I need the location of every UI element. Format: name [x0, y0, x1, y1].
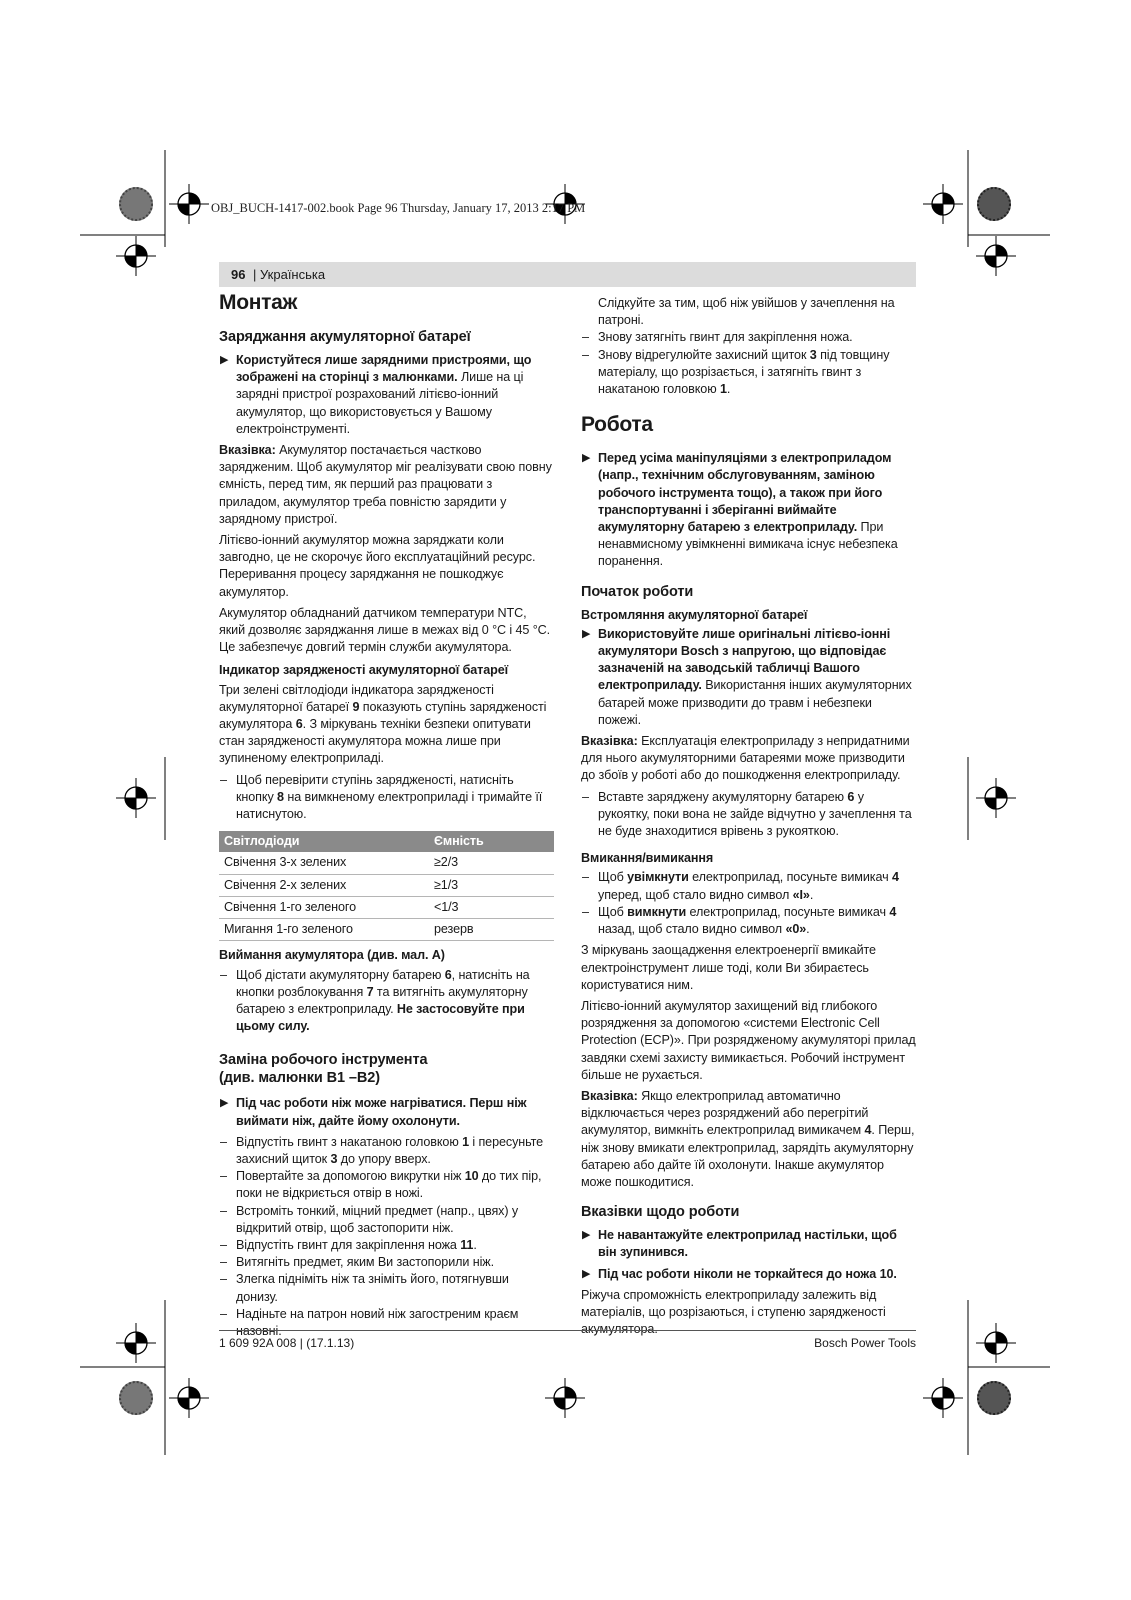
print-line: OBJ_BUCH-1417-002.book Page 96 Thursday, January 17, 2013 2:17 PM: [211, 201, 586, 215]
table-cell: <1/3: [429, 896, 554, 918]
triangle-right-icon: ▶: [582, 1229, 591, 1242]
list-item: – Знову затягніть гвинт для закріплення ножа.: [582, 330, 853, 345]
heading-indicator: Індикатор зарядженості акумуляторної батареї: [219, 663, 509, 678]
footer-rule: [219, 1330, 916, 1331]
heading-charging: Заряджання акумуляторної батареї: [219, 329, 471, 345]
paragraph: Ріжуча спроможність електроприладу залежить від матеріалів, що розрізаються, і ступеню зарядженості: [581, 1287, 886, 1319]
table-cell: ≥2/3: [429, 852, 554, 874]
list-item: – Щоб дістати акумуляторну батарею 6, натисніть на кнопки розблокування 7 та витягніть акумуляторну батарею з електроприладу. Не застосовуйте при цьому силу.: [220, 967, 530, 1034]
table-cell: Свічення 3-х зелених: [219, 852, 429, 874]
heading-blade-change: [219, 1051, 554, 1087]
footer-brand: Bosch Power Tools: [814, 1336, 916, 1350]
section-title-assembly: Монтаж: [219, 291, 298, 314]
warning-original-batteries: ▶ Використовуйте лише оригінальні літієво-іонні акумулятори Bosch з напругою, що відповідає зазначеній на заводській табличці Вашого електроприладу. Використання інших акумуляторних батарей може призводити до травм і небезпеки пожежі.: [582, 626, 912, 727]
heading-removal: Виймання акумулятора (див. мал. А): [219, 948, 445, 963]
warning-overload: ▶ Не навантажуйте електроприлад настільки, щоб він зупинився.: [582, 1228, 897, 1260]
paragraph-indicator: Три зелені світлодіоди індикатора зарядженості акумуляторної батареї 9 показують ступінь зарядженості акумулятора 6. З міркувань техніки безпеки опитувати стан зарядженості акумулятора можна лише при зупиненому електроприладі.: [219, 682, 547, 766]
heading-line: (див. малюнки B1 –B2): [219, 1070, 380, 1087]
list-item: – Вставте заряджену акумуляторну батарею 6 у рукоятку, поки вона не зайде відчутно у зачеплення та не буде знаходитися врівень з рукояткою.: [582, 789, 912, 839]
warning-chargers: [219, 352, 554, 438]
list-item: – Надіньте на патрон новий ніж загостреним краєм: [220, 1306, 519, 1321]
list-item: – Знову відрегулюйте захисний щиток 3 під товщину матеріалу, що розрізається, і затягніть гвинт з накатаною головкою 1.: [582, 347, 890, 397]
table-header-row: [219, 831, 554, 852]
table-cell: резерв: [429, 919, 554, 941]
triangle-right-icon: ▶: [220, 354, 229, 366]
note-auto-off: Вказівка: Якщо електроприлад автоматично відключається через розряджений або перегрітий акумулятор, вимкніть електроприлад вимикачем 4. Перш, ніж знову вмикати електроприлад, зарядіть акумуляторну батарею або дайте їй охолонути. Інакше акумулятор може пошкодитися.: [581, 1088, 915, 1189]
language-label: Українська: [260, 267, 326, 282]
note-label: Вказівка:: [219, 443, 276, 458]
right-column: [581, 295, 916, 1342]
paragraph: Літієво-іонний акумулятор можна заряджати коли завгодно, це не скорочує його експлуатаційний ресурс. Переривання процесу заряджання не пошкоджує акумулятор.: [219, 533, 536, 599]
heading-insert-battery: Встромляння акумуляторної батареї: [581, 607, 808, 622]
section-title-operation: Робота: [581, 413, 653, 437]
column-header-capacity: Ємність: [429, 831, 554, 852]
page-number: 96: [231, 267, 246, 282]
list-item: – Повертайте за допомогою викрутки ніж 10 до тих пір, поки не відкриється отвір в ножі.: [220, 1169, 542, 1201]
warning-remove-battery: ▶ Перед усіма маніпуляціями з електроприладом (напр., технічним обслуговуванням, заміною робочого інструмента тощо), а також при його транспортуванні і зберіганні виймайте акумуляторну батарею з електроприладу. При ненавмисному увімкненні вимикача існує небезпека поранення.: [582, 451, 898, 569]
list-item: – Злегка підніміть ніж та зніміть його, потягнувши донизу.: [220, 1272, 509, 1304]
triangle-right-icon: ▶: [582, 627, 591, 640]
heading-working-advice: Вказівки щодо роботи: [581, 1204, 740, 1221]
warning-bold: Користуйтеся лише зарядними пристроями, що зображені на сторінці з малюнками.: [236, 353, 532, 385]
column-header-leds: Світлодіоди: [219, 831, 429, 852]
table-row: [219, 919, 554, 941]
note-text: Акумулятор постачається частково зарядженим. Щоб акумулятор міг реалізувати свою повну ємність, перед тим, як перший раз працювати з приладом, акумулятор треба повністю зарядити у зарядному пристрої.: [219, 443, 552, 526]
left-column: [219, 290, 554, 1340]
paragraph: Літієво-іонний акумулятор захищений від глибокого розрядження за допомогою «системи Electronic Cell Protection (ECP)». При розрядженому акумуляторі прилад завдяки схемі захисту вимикається. Робочий інструмент більше не рухається.: [581, 998, 916, 1082]
continued-list-text: Слідкуйте за тим, щоб ніж увійшов у зачеплення на патроні.: [598, 296, 895, 328]
list-item: – Встроміть тонкий, міцний предмет (напр., цвях) у відкритий отвір, щоб застопорити ніж.: [220, 1203, 519, 1235]
list-item: – Щоб вимкнути електроприлад, посуньте вимикач 4 назад, щоб стало видно символ «0».: [582, 904, 897, 937]
triangle-right-icon: ▶: [582, 1267, 591, 1280]
table-cell: ≥1/3: [429, 874, 554, 896]
warning-text: Лише на ці зарядні пристрої розрахований літієво-іонний акумулятор, що використовується у Вашому електроінструменті.: [236, 370, 524, 436]
list-item: – Витягніть предмет, яким Ви застопорили ніж.: [220, 1255, 494, 1270]
footer-doc-number: 1 609 92A 008 | (17.1.13): [219, 1336, 355, 1350]
heading-switching: Вмикання/вимикання: [581, 851, 714, 866]
paragraph: Акумулятор обладнаний датчиком температури NTC, який дозволяє заряджання лише в межах від 0 °C і 45 °C. Це забезпечує довгий термін служби акумулятора.: [219, 605, 551, 655]
note-charging: [219, 442, 554, 528]
triangle-right-icon: ▶: [220, 1097, 229, 1110]
warning-hot-blade: ▶ Під час роботи ніж може нагріватися. Перш ніж виймати ніж, дайте йому охолонути.: [220, 1096, 527, 1128]
led-capacity-table: [219, 831, 554, 941]
table-row: [219, 874, 554, 896]
page-language: | Українська: [253, 267, 326, 282]
table-row: [219, 852, 554, 874]
table-cell: Мигання 1-го зеленого: [219, 919, 429, 941]
list-item: – Щоб перевірити ступінь зарядженості, натисніть кнопку 8 на вимкненому електроприладі і тримайте її натиснутою.: [220, 772, 543, 822]
list-item: – Відпустіть гвинт для закріплення ножа 11.: [220, 1237, 477, 1252]
note-batteries: Вказівка: Експлуатація електроприладу з непридатними для нього акумуляторними батареями може призводити до збоїв у роботі або до пошкодження електроприладу.: [581, 734, 910, 783]
triangle-right-icon: ▶: [582, 452, 591, 465]
table-cell: Свічення 1-го зеленого: [219, 896, 429, 918]
list-item: – Відпустіть гвинт з накатаною головкою 1 і пересуньте захисний щиток 3 до упору вверх.: [220, 1134, 544, 1166]
heading-starting: Початок роботи: [581, 583, 694, 600]
table-row: [219, 896, 554, 918]
paragraph: З міркувань заощадження електроенергії вмикайте електроінструмент лише тоді, коли Ви збираєтесь користуватися ним.: [581, 943, 876, 992]
page-header-bar: [219, 262, 916, 287]
warning-touch-blade: ▶ Під час роботи ніколи не торкайтеся до ножа 10.: [581, 1266, 916, 1283]
list-item: – Щоб увімкнути електроприлад, посуньте вимикач 4 уперед, щоб стало видно символ «I».: [582, 870, 899, 902]
table-cell: Свічення 2-х зелених: [219, 874, 429, 896]
heading-line: Заміна робочого інструмента: [219, 1052, 428, 1069]
